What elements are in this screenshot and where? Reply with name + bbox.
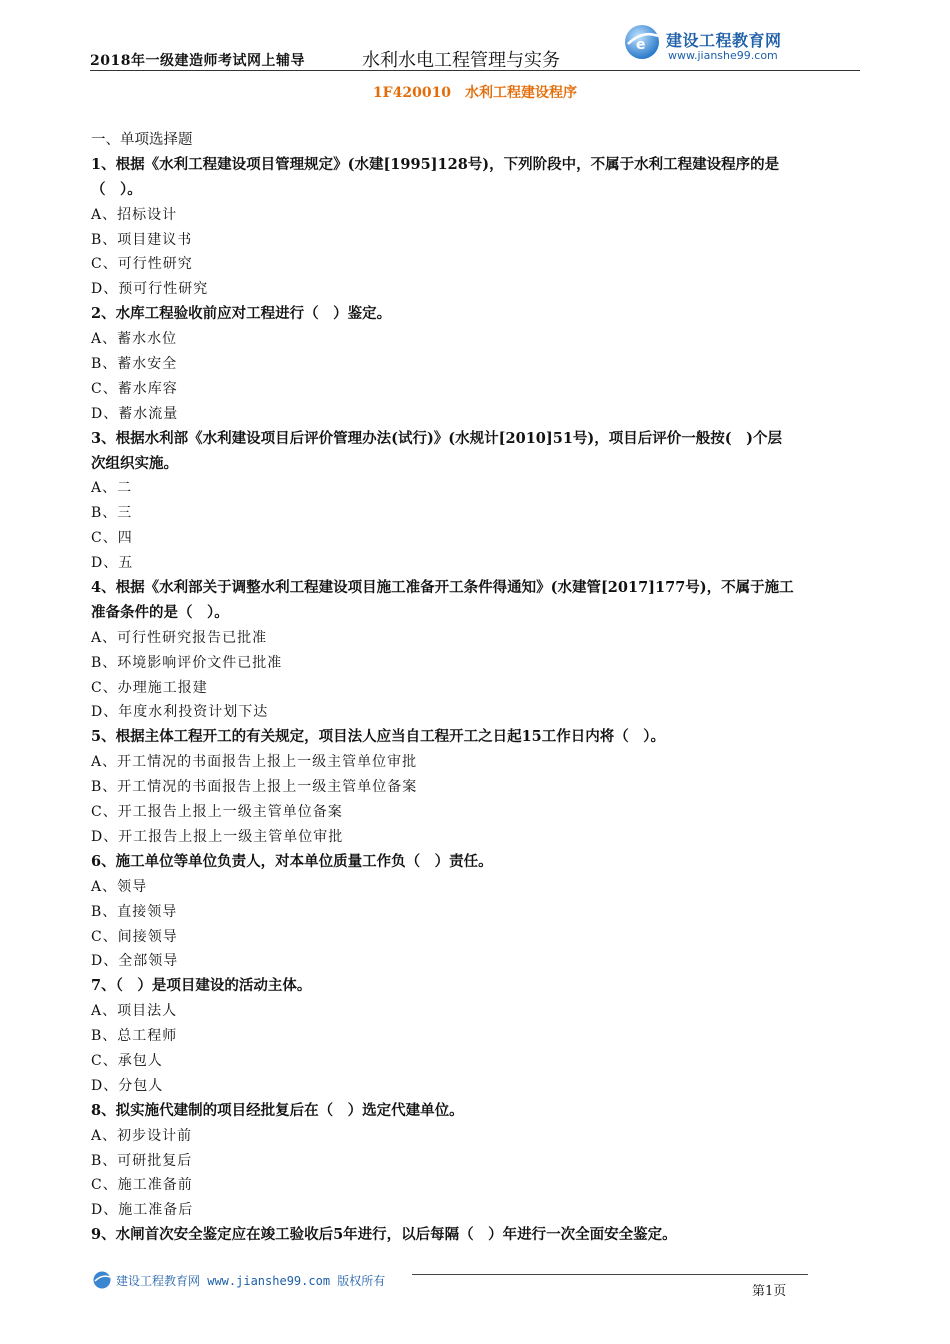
answer-option[interactable]: C、承包人 bbox=[91, 1052, 163, 1069]
question-text: 3、根据水利部《水利建设项目后评价管理办法(试行)》(水规计[2010]51号)，项目后评价一般按( )个层 bbox=[91, 429, 783, 447]
question-text: 2、水库工程验收前应对工程进行（ ）鉴定。 bbox=[91, 305, 392, 323]
answer-option[interactable]: C、办理施工报建 bbox=[91, 679, 208, 696]
section-code: 1F420010 水利工程建设程序 bbox=[372, 85, 578, 101]
header-course-title: 2018年一级建造师考试网上辅导 bbox=[90, 53, 305, 69]
question-text: 8、拟实施代建制的项目经批复后在（ ）选定代建单位。 bbox=[91, 1101, 464, 1119]
question-text: 5、根据主体工程开工的有关规定，项目法人应当自工程开工之日起15工作日内将（ ）。 bbox=[91, 728, 666, 746]
answer-option[interactable]: A、蓄水水位 bbox=[91, 331, 178, 348]
answer-option[interactable]: C、蓄水库容 bbox=[91, 380, 178, 397]
answer-option[interactable]: D、开工报告上报上一级主管单位审批 bbox=[91, 828, 344, 845]
answer-option[interactable]: A、项目法人 bbox=[91, 1003, 178, 1020]
answer-option[interactable]: B、直接领导 bbox=[91, 903, 178, 920]
question-text: 9、水闸首次安全鉴定应在竣工验收后5年进行，以后每隔（ ）年进行一次全面安全鉴定。 bbox=[91, 1226, 677, 1244]
globe-icon bbox=[622, 22, 662, 62]
answer-option[interactable]: A、初步设计前 bbox=[91, 1127, 193, 1144]
answer-option[interactable]: B、项目建议书 bbox=[91, 231, 193, 248]
answer-option[interactable]: C、可行性研究 bbox=[91, 256, 193, 273]
answer-option[interactable]: A、招标设计 bbox=[91, 206, 178, 223]
footer-copyright: 建设工程教育网 www.jianshe99.com 版权所有 bbox=[116, 1274, 386, 1288]
question-lines bbox=[91, 153, 866, 1248]
answer-option[interactable]: C、四 bbox=[91, 530, 133, 547]
answer-option[interactable]: B、环境影响评价文件已批准 bbox=[91, 654, 283, 671]
answer-option[interactable]: D、全部领导 bbox=[91, 953, 179, 970]
site-logo[interactable] bbox=[622, 22, 832, 66]
answer-option[interactable]: A、开工情况的书面报告上报上一级主管单位审批 bbox=[91, 754, 418, 771]
globe-icon bbox=[92, 1270, 112, 1290]
answer-option[interactable]: A、领导 bbox=[91, 878, 148, 895]
answer-option[interactable]: D、蓄水流量 bbox=[91, 405, 179, 422]
svg-text:e: e bbox=[636, 37, 646, 53]
question-text: 7、（ ）是项目建设的活动主体。 bbox=[91, 977, 312, 995]
answer-option[interactable]: A、二 bbox=[91, 480, 133, 497]
answer-option[interactable]: A、可行性研究报告已批准 bbox=[91, 629, 268, 646]
answer-option[interactable]: B、总工程师 bbox=[91, 1028, 178, 1045]
question-text: 4、根据《水利部关于调整水利工程建设项目施工准备开工条件得通知》(水建管[2017]177号)，不属于施工 bbox=[91, 579, 794, 597]
page-number: 第1页 bbox=[752, 1284, 787, 1299]
question-list bbox=[91, 128, 866, 1248]
question-text: （ ）。 bbox=[91, 180, 142, 198]
answer-option[interactable]: D、五 bbox=[91, 555, 134, 572]
logo-name: 建设工程教育网 bbox=[666, 31, 782, 50]
answer-option[interactable]: B、三 bbox=[91, 505, 133, 522]
header-subject: 水利水电工程管理与实务 bbox=[362, 50, 560, 71]
answer-option[interactable]: D、施工准备后 bbox=[91, 1202, 194, 1219]
section-title: 一、单项选择题 bbox=[91, 132, 193, 148]
question-text: 1、根据《水利工程建设项目管理规定》(水建[1995]128号)，下列阶段中，不属于水利工程建设程序的是 bbox=[91, 155, 780, 173]
page-header bbox=[90, 18, 860, 74]
page-footer bbox=[92, 1270, 812, 1300]
answer-option[interactable]: C、施工准备前 bbox=[91, 1177, 193, 1194]
answer-option[interactable]: B、可研批复后 bbox=[91, 1152, 193, 1169]
answer-option[interactable]: D、分包人 bbox=[91, 1077, 164, 1094]
question-text: 次组织实施。 bbox=[91, 454, 178, 472]
answer-option[interactable]: B、开工情况的书面报告上报上一级主管单位备案 bbox=[91, 779, 418, 796]
question-text: 准备条件的是（ ）。 bbox=[91, 603, 229, 621]
answer-option[interactable]: B、蓄水安全 bbox=[91, 356, 178, 373]
logo-url[interactable]: www.jianshe99.com bbox=[668, 49, 778, 62]
answer-option[interactable]: D、年度水利投资计划下达 bbox=[91, 704, 269, 721]
answer-option[interactable]: C、间接领导 bbox=[91, 928, 178, 945]
answer-option[interactable]: D、预可行性研究 bbox=[91, 281, 209, 298]
answer-option[interactable]: C、开工报告上报上一级主管单位备案 bbox=[91, 804, 343, 821]
question-text: 6、施工单位等单位负责人，对本单位质量工作负（ ）责任。 bbox=[91, 852, 493, 870]
header-divider bbox=[90, 70, 860, 71]
footer-divider bbox=[412, 1274, 808, 1275]
